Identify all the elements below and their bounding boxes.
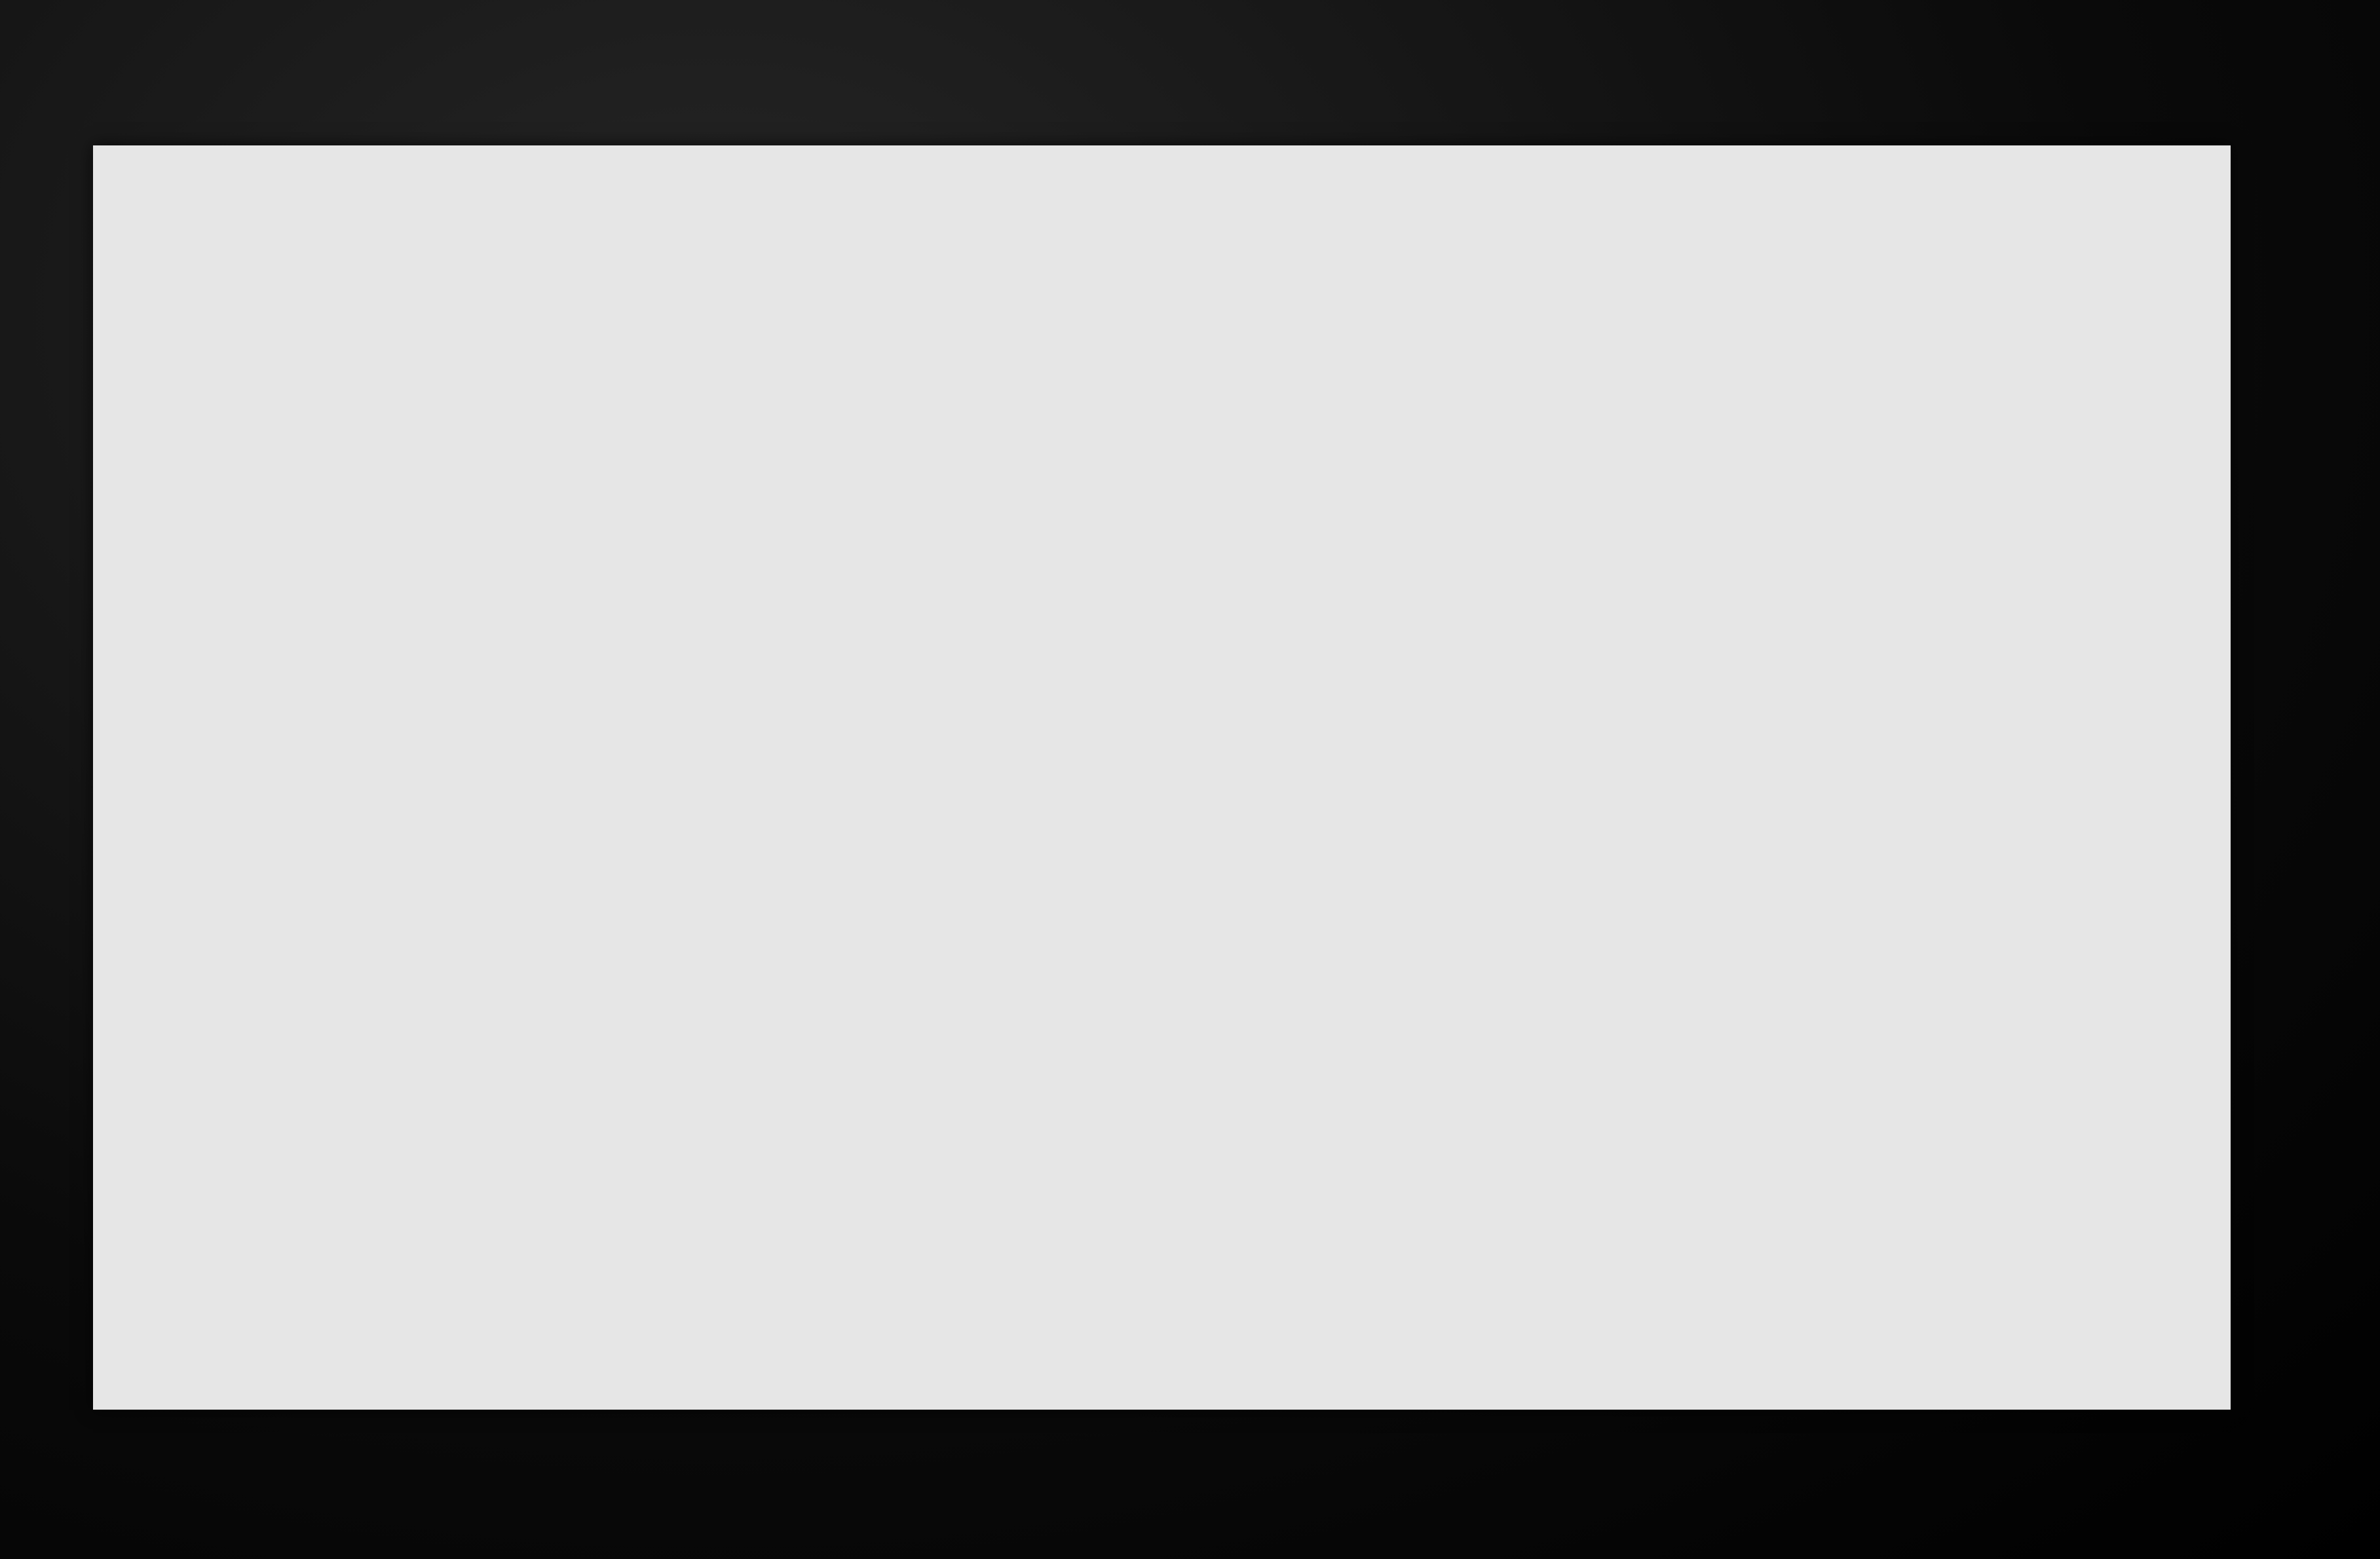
census-card bbox=[93, 145, 2231, 1410]
